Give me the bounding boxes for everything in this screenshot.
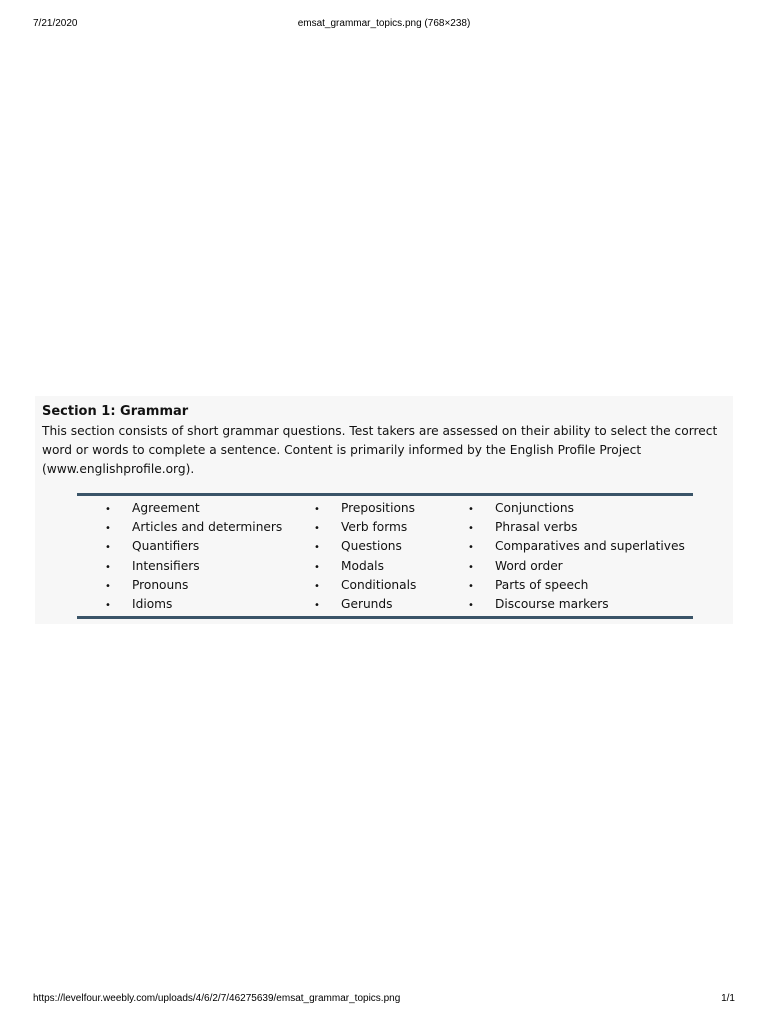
topic-item (105, 499, 282, 518)
topic-item (105, 576, 282, 595)
topic-item (105, 537, 282, 556)
bullet-icon: • (314, 504, 320, 515)
print-source-url: https://levelfour.weebly.com/uploads/4/6/2/7/46275639/emsat_grammar_topics.png (33, 993, 401, 1004)
page-number: 1/1 (721, 993, 735, 1004)
bullet-icon: • (468, 523, 474, 535)
topic-item (314, 595, 416, 614)
topic-label: Questions (341, 539, 402, 554)
bullet-icon: • (105, 561, 111, 573)
topic-label: Word order (495, 558, 563, 573)
topic-item (468, 576, 685, 595)
topic-label: Gerunds (341, 596, 393, 611)
topic-item (105, 557, 282, 576)
bullet-icon: • (314, 599, 320, 611)
bullet-icon: • (314, 542, 320, 554)
bullet-icon: • (105, 599, 111, 611)
topics-table (77, 493, 693, 619)
bullet-icon: • (105, 542, 111, 554)
bullet-icon: • (314, 561, 320, 573)
topic-label: Idioms (132, 596, 173, 611)
topic-label: Parts of speech (495, 577, 589, 592)
topic-item (468, 537, 685, 556)
bullet-icon: • (468, 561, 474, 573)
topic-label: Phrasal verbs (495, 520, 578, 535)
bullet-icon: • (314, 580, 320, 592)
topic-item (468, 595, 685, 614)
section-title: Section 1: Grammar (42, 404, 189, 419)
topic-item (314, 499, 416, 518)
topic-label: Intensifiers (132, 558, 200, 573)
topic-item (314, 537, 416, 556)
topic-label: Verb forms (341, 520, 408, 535)
topic-label: Modals (341, 558, 384, 573)
topic-label: Articles and determiners (132, 520, 283, 535)
topic-column-1 (105, 499, 282, 614)
topic-column-2 (314, 499, 416, 614)
bullet-icon: • (105, 523, 111, 535)
grammar-topics-image (35, 396, 733, 624)
topic-column-3 (468, 499, 685, 614)
bullet-icon: • (105, 580, 111, 592)
topic-item (468, 518, 685, 537)
topic-label: Conditionals (341, 577, 417, 592)
topic-item (314, 518, 416, 537)
topic-label: Agreement (132, 501, 200, 515)
bullet-icon: • (468, 580, 474, 592)
topic-item (468, 557, 685, 576)
topic-label: Prepositions (341, 501, 415, 515)
topic-label: Discourse markers (495, 596, 609, 611)
bullet-icon: • (105, 504, 111, 515)
bullet-icon: • (468, 504, 474, 515)
topic-label: Quantifiers (132, 539, 200, 554)
topic-item (314, 576, 416, 595)
topic-label: Pronouns (132, 577, 189, 592)
topic-item (314, 557, 416, 576)
bullet-icon: • (468, 599, 474, 611)
section-description: This section consists of short grammar questions. Test takers are assessed on their ability to select the correct word or words to complete a sentence. Content is primarily informed by the English Profile Project (www.englishprofile.org). (42, 424, 718, 476)
topic-item (105, 518, 282, 537)
print-page-title: emsat_grammar_topics.png (768×238) (297, 18, 471, 29)
bullet-icon: • (314, 523, 320, 535)
bullet-icon: • (468, 542, 474, 554)
topic-label: Conjunctions (495, 501, 574, 515)
topic-item (105, 595, 282, 614)
topic-item (468, 499, 685, 518)
topic-label: Comparatives and superlatives (495, 539, 685, 554)
print-date: 7/21/2020 (33, 18, 78, 29)
